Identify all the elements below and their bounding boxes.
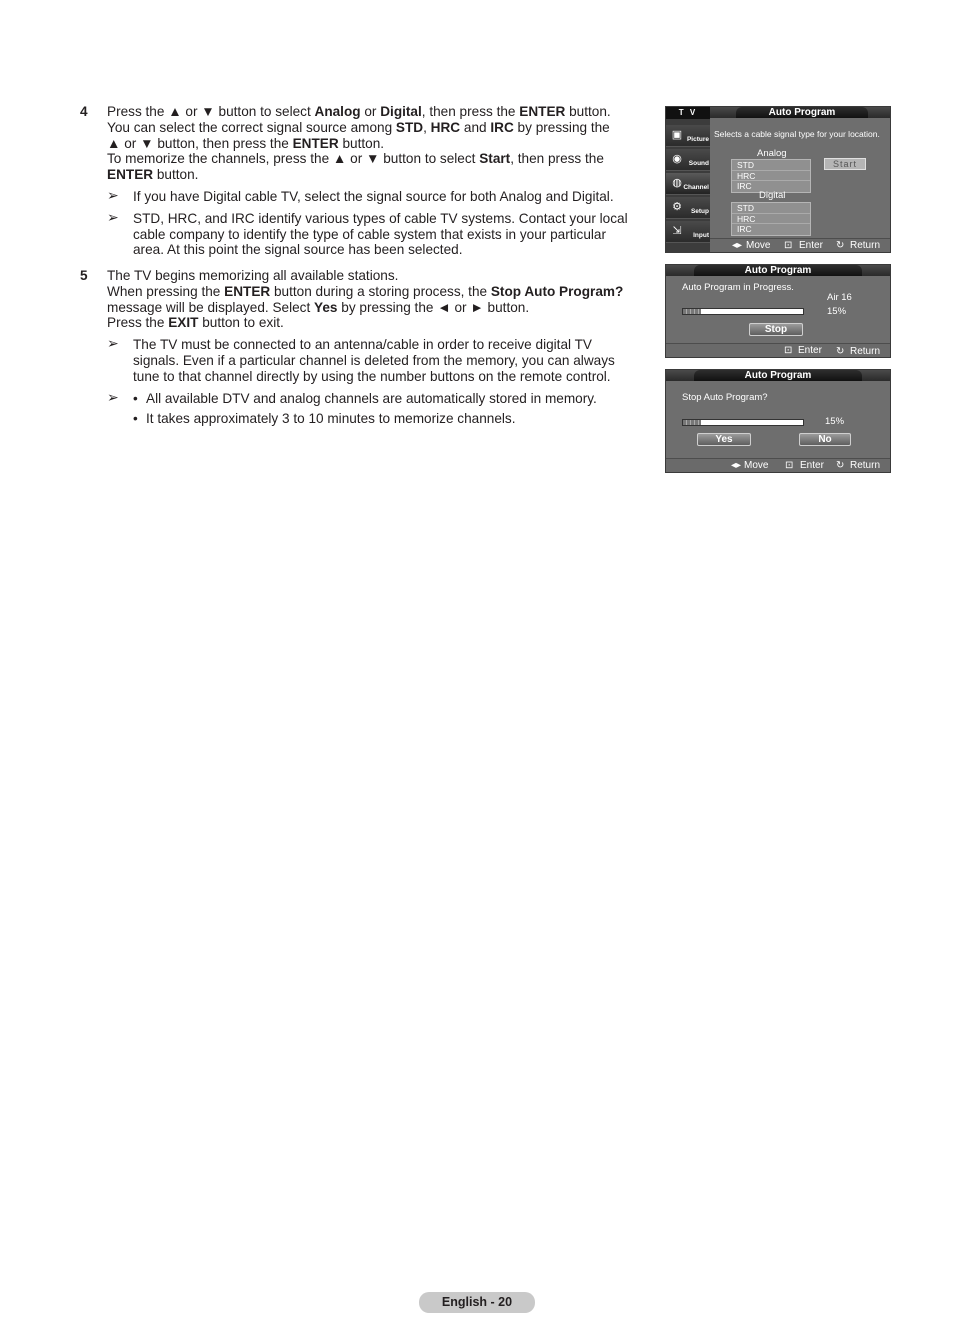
- osd-footer: ◂▸ Move ⊡ Enter ↻ Return: [710, 238, 890, 252]
- note-digital-cable: ➢ If you have Digital cable TV, select the signal source for both Analog and Digital.: [107, 186, 614, 204]
- note-arrow-icon: ➢: [107, 208, 119, 225]
- osd-auto-program-progress: [665, 264, 891, 358]
- step-number: 4: [80, 104, 88, 119]
- sidebar-item-sound[interactable]: ◉ Sound: [666, 149, 710, 171]
- enter-icon: ⊡: [784, 240, 793, 251]
- note-arrow-icon: ➢: [107, 186, 119, 203]
- step-5-line-4: Press the EXIT button to exit.: [107, 315, 284, 331]
- option-irc[interactable]: IRC: [737, 224, 752, 234]
- step-4: [80, 104, 640, 258]
- note-bullets: [107, 388, 640, 428]
- channel-icon: ◍: [672, 177, 682, 189]
- note-antenna: ➢ The TV must be connected to an antenna/cable in order to receive digital TV signals. Even if a particular channel is deleted from the memory, you can always tune to that channel directly by using the number buttons on the remote control.: [107, 335, 615, 384]
- osd-sidebar: [666, 107, 710, 253]
- progress-fill: [683, 420, 701, 425]
- osd-description: Selects a cable signal type for your location.: [714, 129, 880, 139]
- option-std[interactable]: STD: [732, 203, 810, 214]
- enter-icon: ⊡: [784, 345, 793, 356]
- analog-options[interactable]: [731, 159, 811, 193]
- percent-readout: 15%: [827, 306, 847, 317]
- osd-title: Auto Program: [694, 265, 862, 276]
- osd-footer: ⊡ Enter ↻ Return: [666, 343, 890, 357]
- progress-message: Auto Program in Progress.: [682, 282, 794, 293]
- osd-stop-auto-program: [665, 369, 891, 473]
- osd-tv-label: T V: [666, 107, 710, 119]
- option-hrc[interactable]: HRC: [732, 171, 810, 182]
- stop-button[interactable]: Stop: [749, 323, 803, 336]
- channel-readout: Air 16: [827, 292, 852, 303]
- sidebar-item-picture[interactable]: ▣ Picture: [666, 125, 710, 147]
- return-icon: ↻: [836, 460, 845, 471]
- sound-icon: ◉: [672, 153, 682, 165]
- no-button[interactable]: No: [799, 433, 851, 446]
- step-5-line-1: The TV begins memorizing all available stations.: [107, 268, 399, 283]
- note-cable-types: ➢ STD, HRC, and IRC identify various types of cable TV systems. Contact your local cable company to identify the type of cable system that exists in your particular area. At this point the signal source has been selected.: [107, 208, 628, 258]
- step-4-line-3: ▲ or ▼ button, then press the ENTER button.: [107, 135, 385, 151]
- step-5-body: [107, 268, 640, 331]
- option-std[interactable]: STD: [732, 160, 810, 171]
- note-arrow-icon: ➢: [107, 388, 119, 405]
- step-4-line-2: You can select the correct signal source among STD, HRC and IRC by pressing the: [107, 119, 610, 135]
- yes-button[interactable]: Yes: [697, 433, 751, 446]
- move-icon: ◂▸: [732, 240, 743, 251]
- step-5-line-2: When pressing the ENTER button during a storing process, the Stop Auto Program?: [107, 283, 624, 299]
- digital-label: Digital: [759, 190, 786, 201]
- progress-bar: [682, 419, 804, 426]
- return-icon: ↻: [836, 346, 845, 357]
- step-5-line-3: message will be displayed. Select Yes by pressing the ◄ or ► button.: [107, 299, 530, 315]
- osd-footer: ◂▸ Move ⊡ Enter ↻ Return: [666, 458, 890, 472]
- analog-label: Analog: [757, 148, 787, 159]
- percent-readout: 15%: [825, 416, 845, 427]
- move-icon: ◂▸: [731, 460, 742, 471]
- step-4-body: [107, 104, 640, 183]
- return-icon: ↻: [836, 240, 845, 251]
- gear-icon: ⚙: [672, 201, 682, 213]
- option-hrc[interactable]: HRC: [732, 214, 810, 225]
- step-4-line-5: ENTER button.: [107, 167, 199, 183]
- bullet-item: • All available DTV and analog channels are automatically stored in memory.: [133, 390, 597, 406]
- step-number: 5: [80, 268, 88, 283]
- enter-icon: ⊡: [785, 460, 794, 471]
- osd-title: Auto Program: [736, 107, 868, 118]
- step-4-line-4: To memorize the channels, press the ▲ or ▼ button to select Start, then press the: [107, 151, 604, 167]
- step-5: [80, 268, 640, 427]
- osd-title: Auto Program: [694, 370, 862, 381]
- progress-fill: [683, 309, 701, 314]
- sidebar-item-channel[interactable]: ◍ Channel: [666, 173, 710, 195]
- osd-auto-program-select: [665, 106, 891, 253]
- bullet-item: • It takes approximately 3 to 10 minutes to memorize channels.: [133, 411, 516, 427]
- option-irc[interactable]: IRC: [737, 181, 752, 191]
- page-number-badge: English - 20: [419, 1292, 535, 1313]
- start-button[interactable]: Start: [824, 158, 866, 170]
- input-icon: ⇲: [672, 225, 682, 237]
- stop-message: Stop Auto Program?: [682, 392, 768, 403]
- note-arrow-icon: ➢: [107, 335, 119, 352]
- step-4-line-1: Press the ▲ or ▼ button to select Analog or Digital, then press the ENTER button.: [107, 104, 611, 119]
- sidebar-item-setup[interactable]: ⚙ Setup: [666, 197, 710, 219]
- progress-bar: [682, 308, 804, 315]
- picture-icon: ▣: [671, 129, 683, 141]
- digital-options[interactable]: [731, 202, 811, 236]
- sidebar-item-input[interactable]: ⇲ Input: [666, 221, 710, 243]
